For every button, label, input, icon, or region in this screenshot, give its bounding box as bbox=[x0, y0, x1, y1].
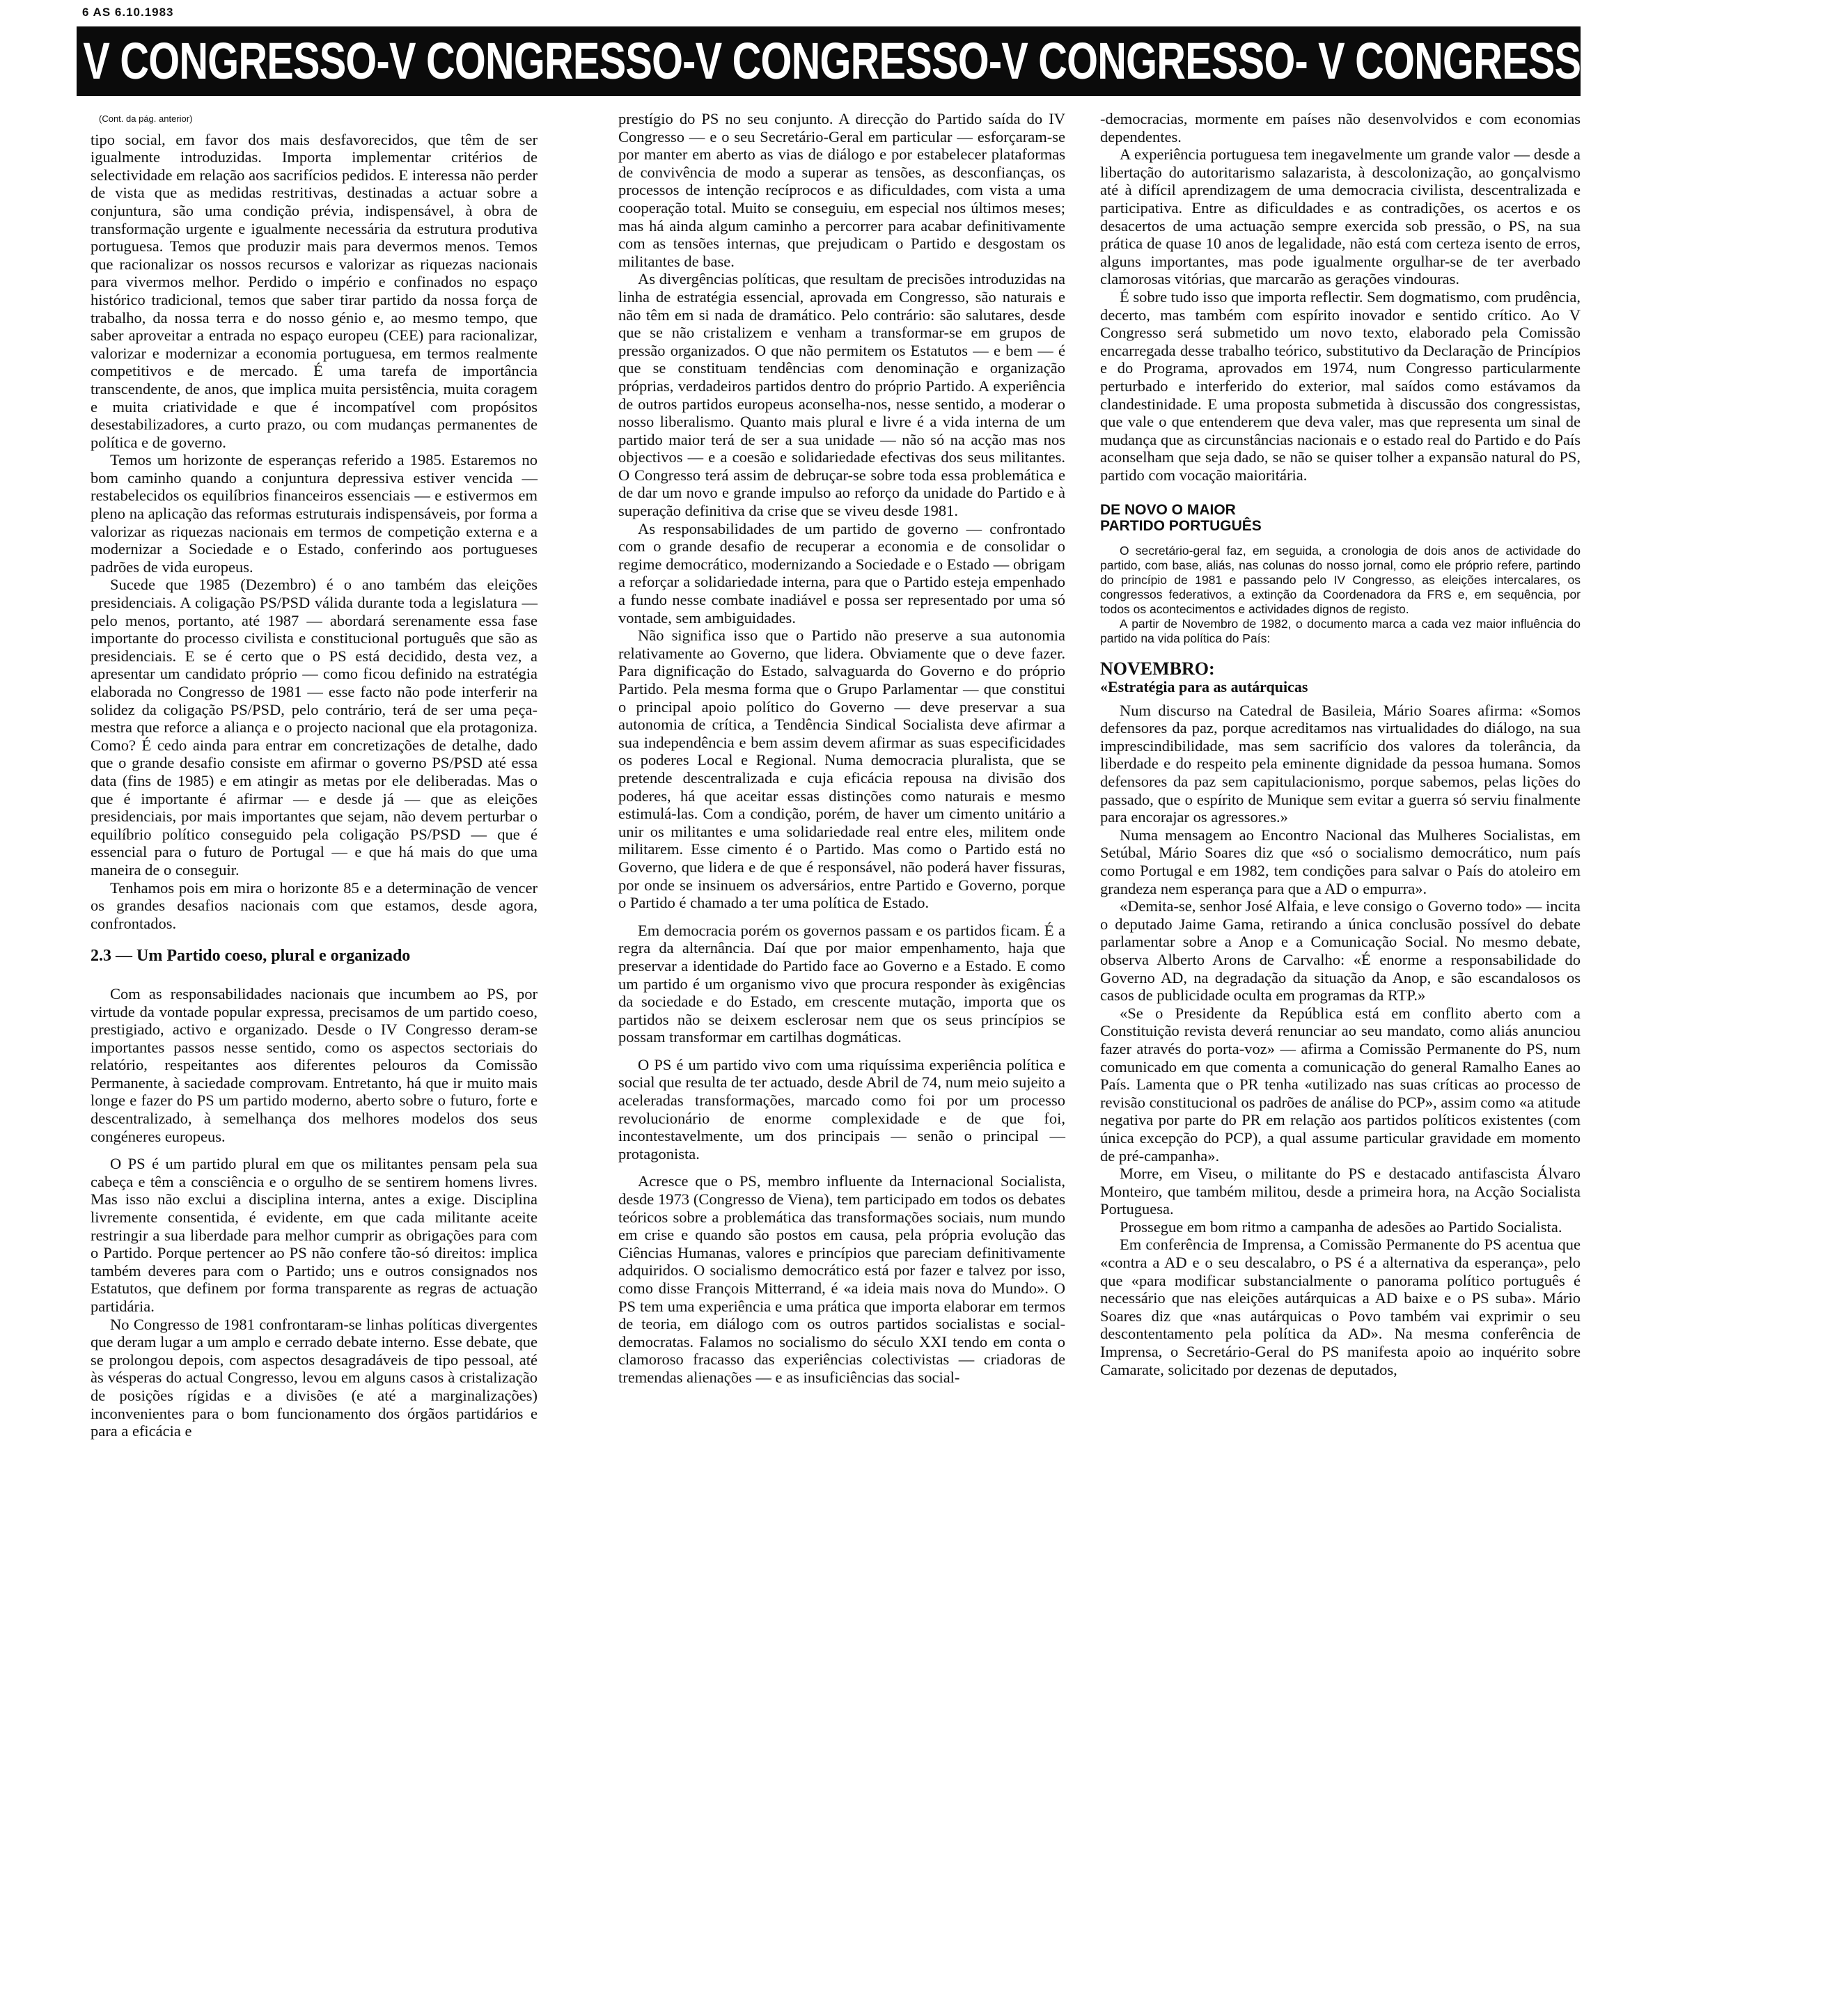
paragraph: -democracias, mormente em países não desenvolvidos e com economias dependentes. bbox=[1100, 110, 1581, 145]
month-heading: NOVEMBRO: bbox=[1100, 659, 1215, 679]
paragraph: Morre, em Viseu, o militante do PS e destacado antifascista Álvaro Monteiro, que também militou, desde a primeira hora, na Acção Socialista Portuguesa. bbox=[1100, 1165, 1581, 1218]
paragraph: Prossegue em bom ritmo a campanha de adesões ao Partido Socialista. bbox=[1120, 1218, 1562, 1236]
paragraph: O PS é um partido plural em que os militantes pensam pela sua cabeça e têm a consciência e o orgulho de se sentirem homens livres. Mas isso não exclui a disciplina interna, antes a exige. Disciplina livremente consentida, é evidente, em que cada militante aceite restringir a sua liberdade para melhor cumprir as obrigações para com o Partido. Porque pertencer ao PS não confere tão-só direitos: implica também deveres para com o Partido; uns e outros consignados nos Estatutos, que definem por forma transparente as regras de actuação partidária. bbox=[91, 1155, 538, 1315]
continuation-note: (Cont. da pág. anterior) bbox=[99, 113, 193, 124]
column-1 bbox=[91, 110, 538, 1993]
paragraph: Tenhamos pois em mira o horizonte 85 e a determinação de vencer os grandes desafios nacionais com que estamos, desde agora, confrontados. bbox=[91, 879, 538, 932]
section-heading bbox=[1100, 502, 1581, 534]
paragraph: Numa mensagem ao Encontro Nacional das Mulheres Socialistas, em Setúbal, Mário Soares diz que «só o socialismo democrático, num país como Portugal e em 1982, tem condições para salvar o País do atoleiro em grandeza nem esperança para que a AD o empurra». bbox=[1100, 826, 1581, 897]
summary-paragraph: O secretário-geral faz, em seguida, a cronologia de dois anos de actividade do partido, com base, aliás, nas colunas do nosso jornal, como ele próprio refere, partindo do princípio de 1981 e passando pelo IV Congresso, as eleições intercalares, os congressos federativos, a extinção da Coordenadora da FRS e, em sequência, por todos os acontecimentos e actividades dignos de registo. bbox=[1100, 544, 1581, 617]
paragraph: prestígio do PS no seu conjunto. A direcção do Partido saída do IV Congresso — e o seu Secretário-Geral em particular — esforçaram-se por manter em aberto as vias de diálogo e por estabelecer plataformas de convivência de modo a superar as tensões, as desconfianças, os processos de intenção recíprocos e as dificuldades, com vista a uma cooperação total. Muito se conseguiu, em especial nos últimos meses; mas há ainda algum caminho a percorrer para acabar definitivamente com as tensões internas, que prejudicam o Partido e desgostam os militantes de base. bbox=[618, 110, 1065, 270]
paragraph: tipo social, em favor dos mais desfavorecidos, que têm de ser igualmente introduzidas. Importa implementar critérios de selectividade em relação aos sacrifícios pedidos. E interessa não perder de vista que as medidas restritivas, destinadas a actuar sobre a conjuntura, são uma condição prévia, indispensável, à obra de transformação urgente e igualmente necessária da estrutura produtiva portuguesa. Temos que produzir mais para devermos menos. Temos que racionalizar os nossos recursos e valorizar as riquezas nacionais para vivermos melhor. Perdido o império e confinados no espaço histórico tradicional, temos que saber tirar partido da nossa força de trabalho, da nossa terra e do nosso génio e, ao mesmo tempo, que saber aproveitar a entrada no espaço europeu (CEE) para racionalizar, valorizar e modernizar a economia portuguesa, em termos realmente competitivos e de mercado. É uma tarefa de importância transcendente, de anos, que implica muita persistência, muita coragem e muita criatividade e que é incompatível com propósitos desestabilizadores, a curto prazo, ou com mudanças permanentes de política e de governo. bbox=[91, 130, 538, 451]
paragraph: Em democracia porém os governos passam e os partidos ficam. É a regra da alternância. Daí que por maior empenhamento, haja que preservar a identidade do Partido face ao Governo e a Estado. E como um partido é um organismo vivo que procura responder às exigências da sociedade e do Estado, em crescente mutação, importa que os partidos não se deixem esclerosar nem que os seus princípios se possam transformar em cartilhas dogmáticas. bbox=[618, 921, 1065, 1046]
paragraph: Em conferência de Imprensa, a Comissão Permanente do PS acentua que «contra a AD e o seu descalabro, o PS é a alternativa da esperança», pelo que «para modificar substancialmente o panorama político português é necessário que nas eleições autárquicas a AD baixe e o PS suba». Mário Soares diz que «nas autárquicas o Povo também vai exprimir o seu descontentamento pela política da AD». Na mesma conferência de Imprensa, o Secretário-Geral do PS manifesta apoio ao inquérito sobre Camarate, solicitado por dezenas de deputados, bbox=[1100, 1236, 1581, 1378]
paragraph: «Se o Presidente da República está em conflito aberto com a Constituição revista deverá renunciar ao seu mandato, como aliás anunciou fazer através do porta-voz» — afirma a Comissão Permanente do PS, num comunicado em que comenta a comunicação do general Ramalho Eanes ao País. Lamenta que o PR tenha «utilizado nas suas críticas ao processo de revisão constitucional os padrões de análise do PCP», assim como «a atitude negativa por parte do PR em relação aos partidos políticos existentes (com única excepção do PCP), a qual assume particular gravidade em momento de pré-campanha». bbox=[1100, 1004, 1581, 1165]
paragraph: O PS é um partido vivo com uma riquíssima experiência política e social que resulta de ter actuado, desde Abril de 74, num meio sujeito a aceleradas transformações, marcado como foi por um processo revolucionário de enorme complexidade e de que foi, incontestavelmente, um dos principais — senão o principal — protagonista. bbox=[618, 1055, 1065, 1163]
summary-paragraph: A partir de Novembro de 1982, o documento marca a cada vez maior influência do partido na vida política do País: bbox=[1100, 617, 1581, 646]
paragraph: As responsabilidades de um partido de governo — confrontado com o grande desafio de recuperar a economia e de consolidar o regime democrático, modernizando a Sociedade e o Estado — obrigam a reforçar a solidariedade interna, para que o Partido esteja empenhado a fundo nesse combate inadiável e possa ser representado por uma só vontade, sem ambiguidades. bbox=[618, 519, 1065, 627]
paragraph: Com as responsabilidades nacionais que incumbem ao PS, por virtude da vontade popular expressa, precisamos de um partido coeso, prestigiado, activo e organizado. Desde o IV Congresso deram-se importantes passos nesse sentido, como os aspectos sectoriais do relatório, respeitantes aos diferentes pelouros da Comissão Permanente, à saciedade comprovam. Entretanto, há que ir muito mais longe e fazer do PS um partido moderno, aberto sobre o futuro, forte e descentralizado, à semelhança dos melhores modelos dos seus congéneres europeus. bbox=[91, 984, 538, 1145]
column-3 bbox=[1100, 110, 1581, 1993]
section-subheading: 2.3 — Um Partido coeso, plural e organizado bbox=[91, 947, 411, 966]
paragraph: Temos um horizonte de esperanças referido a 1985. Estaremos no bom caminho quando a conjuntura depressiva estiver vencida — restabelecidos os equilíbrios financeiros essenciais — e estivermos em pleno na aplicação das reformas estruturais indispensáveis, por forma a valorizar as riquezas nacionais em termos de competição externa e a modernizar a Sociedade e o Estado, conferindo aos portugueses padrões de vida europeus. bbox=[91, 451, 538, 576]
section-heading-line-1: DE NOVO O MAIOR bbox=[1100, 502, 1236, 519]
paragraph: Acresce que o PS, membro influente da Internacional Socialista, desde 1973 (Congresso de Viena), tem participado em todos os debates teóricos sobre a problemática das transformações sociais, num mundo em crise e quando são postos em causa, pela própria evolução das Ciências Humanas, valores e princípios que pareciam definitivamente adquiridos. O socialismo democrático está por fazer e talvez por isso, como disse François Mitterrand, é «a ideia mais nova do Mundo». O PS tem uma experiência e uma prática que importa elaborar em termos de teoria, em diálogo com os outros partidos socialistas e social-democratas. Falamos no socialismo do século XXI tendo em conta o clamoroso fracasso das experiências colectivistas — criadoras de tremendas alienações — e as insuficiências das social- bbox=[618, 1172, 1065, 1386]
paragraph: No Congresso de 1981 confrontaram-se linhas políticas divergentes que deram lugar a um amplo e cerrado debate interno. Esse debate, que se prolongou depois, com aspectos desagradáveis de tipo pessoal, até às vésperas do actual Congresso, levou em alguns casos à cristalização de posições rígidas e a divisões (e até a marginalizações) inconvenientes para o bom funcionamento dos órgãos partidários e para a eficácia e bbox=[91, 1315, 538, 1440]
paragraph: Num discurso na Catedral de Basileia, Mário Soares afirma: «Somos defensores da paz, porque acreditamos nas virtualidades do diálogo, na sua imprescindibilidade, mas sem sacrifício dos valores da tolerância, da liberdade e do respeito pela eminente dignidade da pessoa humana. Somos defensores da paz sem capitulacionismo, porque sabemos, pelas lições do passado, que o espírito de Munique sem evitar a guerra só serviu finalmente para encorajar os agressores.» bbox=[1100, 701, 1581, 826]
paragraph: A experiência portuguesa tem inegavelmente um grande valor — desde a libertação do autoritarismo salazarista, à descolonização, ao gonçalvismo até à difícil aprendizagem de uma democracia civilista, descentralizada e participativa. Entre as dificuldades e as contradições, os acertos e os desacertos de uma actuação sempre exercida sob pressão, o PS, na sua prática de quase 10 anos de legalidade, não está com certeza isento de erros, alguns importantes, mas pode igualmente orgulhar-se de ter averbado clamorosas vitórias, que marcarão as gerações vindouras. bbox=[1100, 145, 1581, 288]
banner-text: V CONGRESSO-V CONGRESSO-V CONGRESSO-V CONGRESSO- V CONGRESSO-V CONGRE bbox=[83, 32, 1834, 90]
page-folio: 6 AS 6.10.1983 bbox=[82, 6, 174, 19]
section-banner bbox=[77, 26, 1834, 96]
topic-heading: «Estratégia para as autárquicas bbox=[1100, 678, 1308, 696]
paragraph: É sobre tudo isso que importa reflectir. Sem dogmatismo, com prudência, decerto, mas também com espírito inovador e sentido crítico. Ao V Congresso será submetido um novo texto, elaborado pela Comissão encarregada desse trabalho teórico, substitutivo da Declaração de Princípios e do Programa, aprovados em 1974, num Congresso particularmente perturbado e interferido do exterior, mal saídos como estávamos da clandestinidade. E uma proposta submetida à discussão dos congressistas, que vale o que entenderem que deva valer, mas que representa um sinal de mudança que as circunstâncias nacionais e o estado real do Partido e do País aconselham que seja dado, se não se quiser tolher a expansão natural do PS, partido com vocação maioritária. bbox=[1100, 288, 1581, 484]
paragraph: Não significa isso que o Partido não preserve a sua autonomia relativamente ao Governo, que lidera. Obviamente que o deve fazer. Para dignificação do Estado, salvaguarda do Governo e do próprio Partido. Pela mesma forma que o Grupo Parlamentar — que constitui o principal apoio político do Governo — deve preservar a sua autonomia de crítica, a Tendência Sindical Socialista deve afirmar a sua independência e bem assim devem afirmar as suas especificidades os poderes Local e Regional. Numa democracia pluralista, que se pretende descentralizada e cuja eficácia repousa na divisão dos poderes, há que aceitar essas distinções como naturais e mesmo estimulá-las. Com a condição, porém, de haver um cimento unitário a unir os militantes e uma solidariedade real entre eles, militem onde militarem. Esse cimento é o Partido. Mas como o Partido está no Governo, que lidera e de que é responsável, não poderá haver fissuras, por onde se insinuem os adversários, entre Partido e Governo, porque o Partido é chamado a ter uma política de Estado. bbox=[618, 627, 1065, 912]
summary-block bbox=[1100, 544, 1581, 646]
section-heading-line-2: PARTIDO PORTUGUÊS bbox=[1100, 518, 1262, 535]
column-2 bbox=[618, 110, 1065, 1993]
paragraph: «Demita-se, senhor José Alfaia, e leve consigo o Governo todo» — incita o deputado Jaime Gama, retirando a única conclusão possível do debate parlamentar sobre a Anop e a Comunicação Social. No mesmo debate, observa Alberto Arons de Carvalho: «É enorme a responsabilidade do Governo AD, na degradação da situação da Anop, e são escandalosos os casos de publicidade oculta em programas da RTP.» bbox=[1100, 897, 1581, 1005]
paragraph: As divergências políticas, que resultam de precisões introduzidas na linha de estratégia essencial, aprovada em Congresso, são naturais e não têm em si nada de dramático. Pelo contrário: são salutares, desde que se não cristalizem e venham a transformar-se em grupos de pressão organizados. O que não permitem os Estatutos — e bem — é que se constituam tendências com denominação e organização próprias, verdadeiros partidos dentro do próprio Partido. A experiência de outros partidos europeus aconselha-nos, nesse sentido, a moderar o nosso liberalismo. Quanto mais plural e livre é a vida interna de um partido maior terá de ser a sua unidade — não só na acção mas nos objectivos — e a coesão e solidariedade efectivas dos seus militantes. O Congresso terá assim de debruçar-se sobre toda essa problemática e de dar um novo e grande impulso ao reforço da unidade do Partido e à superação definitiva da crise que se viveu desde 1981. bbox=[618, 270, 1065, 520]
paragraph: Sucede que 1985 (Dezembro) é o ano também das eleições presidenciais. A coligação PS/PSD válida durante toda a legislatura — pelo menos, portanto, até 1987 — abordará serenamente essa fase importante do processo civilista e constitucional português que são as presidenciais. E se é certo que o PS está decidido, desta vez, a apresentar um candidato próprio — como ficou definido na estratégia elaborada no Congresso de 1981 — esse facto não pode interferir na solidez da coligação PS/PSD, pelo contrário, terá de ser uma peça-mestra que reforce a aliança e o projecto nacional que ela protagoniza. Como? É cedo ainda para entrar em concretizações de detalhe, dado que o grande desafio consiste em afirmar o governo PS/PSD até essa data (fins de 1985) e em atingir as metas por ele deliberadas. Mas o que é importante é afirmar — e desde já — que as eleições presidenciais, por mais importantes que sejam, não devem perturbar o equilíbrio político conseguido pela coligação PS/PSD — que é essencial para o futuro de Portugal — e que há mais do que uma maneira de o conseguir. bbox=[91, 576, 538, 879]
